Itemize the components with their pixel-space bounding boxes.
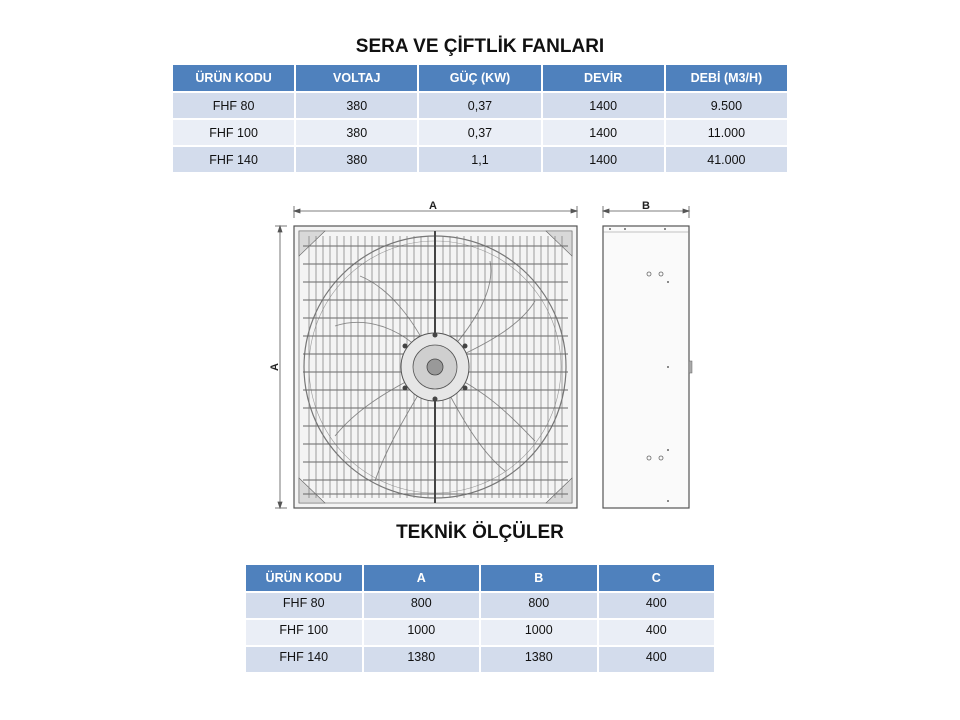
dimension-label-a-width: A	[429, 200, 437, 212]
dimension-label-b: B	[642, 200, 650, 212]
table-row	[246, 645, 714, 672]
table-row	[173, 91, 787, 118]
table-cell: 1380	[364, 645, 480, 672]
spec-table	[171, 65, 789, 172]
dims-header-a: A	[364, 565, 480, 591]
table-cell: 1000	[364, 618, 480, 645]
table-cell: FHF 140	[246, 645, 362, 672]
table-cell: 1380	[481, 645, 597, 672]
dims-header-urun-kodu: ÜRÜN KODU	[246, 565, 362, 591]
table-cell: 9.500	[666, 91, 787, 118]
fan-technical-drawing	[265, 196, 705, 514]
dims-table-title: TEKNİK ÖLÇÜLER	[396, 522, 564, 543]
dimension-label-a-height: A	[269, 363, 281, 371]
table-cell: 380	[296, 91, 417, 118]
table-cell: 380	[296, 118, 417, 145]
table-row	[173, 118, 787, 145]
table-cell: 400	[599, 618, 715, 645]
spec-header-devir: DEVİR	[543, 65, 664, 91]
table-cell: 1400	[543, 91, 664, 118]
dims-table-header-row	[246, 565, 714, 591]
table-cell: 1400	[543, 118, 664, 145]
table-cell: 800	[481, 591, 597, 618]
table-cell: 1,1	[419, 145, 540, 172]
spec-header-guc: GÜÇ (KW)	[419, 65, 540, 91]
table-cell: 1400	[543, 145, 664, 172]
table-cell: FHF 100	[173, 118, 294, 145]
table-row	[173, 145, 787, 172]
motor-hub	[401, 333, 469, 402]
fan-front-view	[294, 226, 577, 508]
spec-header-debi: DEBİ (M3/H)	[666, 65, 787, 91]
spec-header-urun-kodu: ÜRÜN KODU	[173, 65, 294, 91]
table-cell: 41.000	[666, 145, 787, 172]
spec-table-title: SERA VE ÇİFTLİK FANLARI	[355, 36, 605, 57]
table-cell: 400	[599, 591, 715, 618]
spec-header-voltaj: VOLTAJ	[296, 65, 417, 91]
dims-table	[244, 565, 716, 672]
table-cell: 380	[296, 145, 417, 172]
fan-side-view	[603, 226, 692, 508]
table-row	[246, 618, 714, 645]
table-cell: 0,37	[419, 118, 540, 145]
dims-header-c: C	[599, 565, 715, 591]
table-cell: 400	[599, 645, 715, 672]
spec-table-header-row	[173, 65, 787, 91]
table-row	[246, 591, 714, 618]
table-cell: FHF 140	[173, 145, 294, 172]
table-cell: 0,37	[419, 91, 540, 118]
table-cell: FHF 80	[246, 591, 362, 618]
table-cell: FHF 100	[246, 618, 362, 645]
table-cell: 1000	[481, 618, 597, 645]
table-cell: 11.000	[666, 118, 787, 145]
table-cell: FHF 80	[173, 91, 294, 118]
dims-header-b: B	[481, 565, 597, 591]
table-cell: 800	[364, 591, 480, 618]
